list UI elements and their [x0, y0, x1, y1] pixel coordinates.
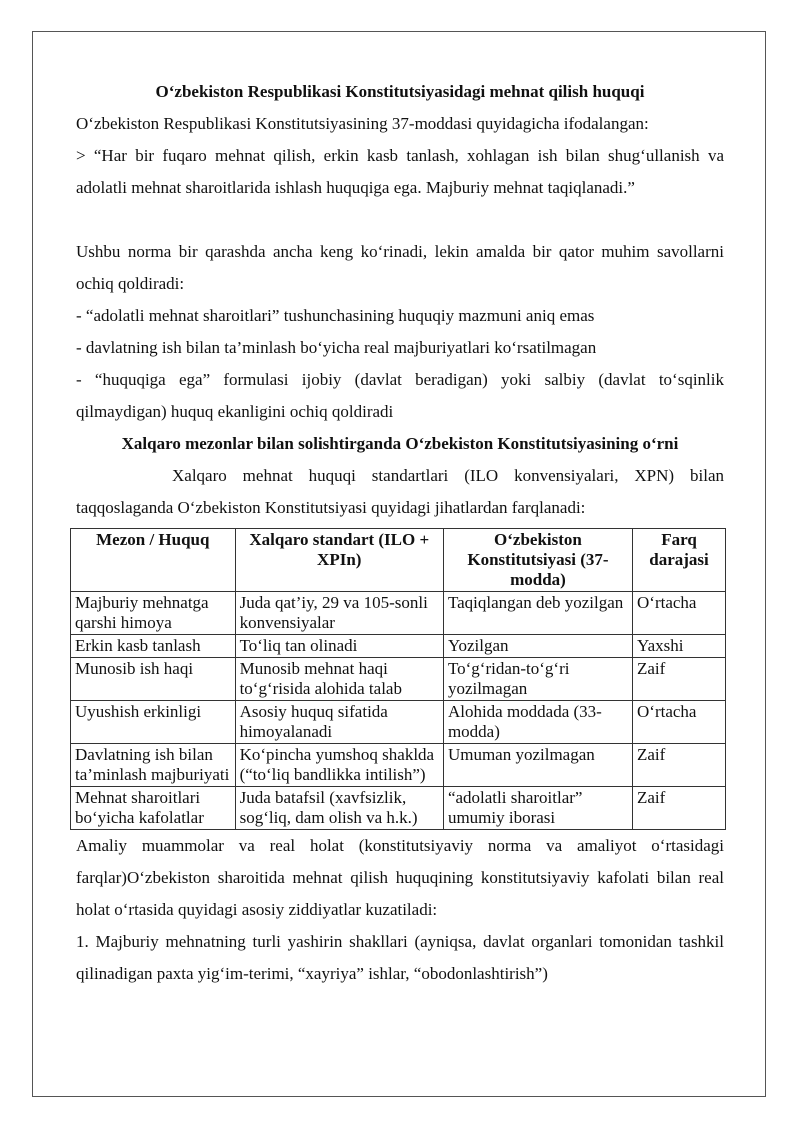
table-header-row — [71, 529, 726, 592]
table-cell: Juda qat’iy, 29 va 105-sonli konvensiyalar — [235, 592, 443, 635]
table-row — [71, 701, 726, 744]
document-body — [76, 76, 724, 990]
comparison-table — [70, 528, 726, 830]
table-cell: Uyushish erkinligi — [71, 701, 236, 744]
table-cell: To‘g‘ridan-to‘g‘ri yozilmagan — [443, 658, 632, 701]
table-cell: Davlatning ish bilan ta’minlash majburiyati — [71, 744, 236, 787]
table-row — [71, 635, 726, 658]
document-title: O‘zbekiston Respublikasi Konstitutsiyasidagi mehnat qilish huquqi — [155, 82, 645, 101]
table-cell: “adolatli sharoitlar” umumiy iborasi — [443, 787, 632, 830]
header-cell: Mezon / Huquq — [71, 529, 236, 592]
bullet-item: - davlatning ish bilan ta’minlash bo‘yicha real majburiyatlari ko‘rsatilmagan — [76, 338, 597, 357]
table-cell: Taqiqlangan deb yozilgan — [443, 592, 632, 635]
header-cell: Farq darajasi — [633, 529, 726, 592]
table-row — [71, 787, 726, 830]
paragraph-3: 1. Majburiy mehnatning turli yashirin shakllari (ayniqsa, davlat organlari tomonidan tashkil qilinadigan paxta yig‘im-terimi, “xayriya” ishlar, “obodonlashtirish”) — [76, 932, 724, 983]
header-cell: O‘zbekiston Konstitutsiyasi (37-modda) — [443, 529, 632, 592]
table-cell: O‘rtacha — [633, 592, 726, 635]
table-cell: Zaif — [633, 787, 726, 830]
table-row — [71, 658, 726, 701]
table-cell: Juda batafsil (xavfsizlik, sog‘liq, dam olish va h.k.) — [235, 787, 443, 830]
table-row — [71, 592, 726, 635]
bullet-item: - “adolatli mehnat sharoitlari” tushunchasining huquqiy mazmuni aniq emas — [76, 306, 595, 325]
table-cell: Yaxshi — [633, 635, 726, 658]
bullet-item: - “huquqiga ega” formulasi ijobiy (davlat beradigan) yoki salbiy (davlat to‘sqinlik qilmaydigan) huquq ekanligini ochiq qoldiradi — [76, 370, 724, 421]
table-cell: Mehnat sharoitlari bo‘yicha kafolatlar — [71, 787, 236, 830]
section-heading: Xalqaro mezonlar bilan solishtirganda O‘zbekiston Konstitutsiyasining o‘rni — [121, 434, 679, 453]
table-cell: Zaif — [633, 744, 726, 787]
table-cell: Erkin kasb tanlash — [71, 635, 236, 658]
paragraph-1: Ushbu norma bir qarashda ancha keng ko‘rinadi, lekin amalda bir qator muhim savollarni ochiq qoldiradi: — [76, 242, 724, 293]
header-cell: Xalqaro standart (ILO + XPIn) — [235, 529, 443, 592]
blank-line — [76, 204, 724, 236]
table-cell: Asosiy huquq sifatida himoyalanadi — [235, 701, 443, 744]
table-cell: O‘rtacha — [633, 701, 726, 744]
table-cell: Munosib ish haqi — [71, 658, 236, 701]
table-cell: Alohida moddada (33-modda) — [443, 701, 632, 744]
table-row — [71, 744, 726, 787]
table-cell: Munosib mehnat haqi to‘g‘risida alohida talab — [235, 658, 443, 701]
section-intro: Xalqaro mehnat huquqi standartlari (ILO konvensiyalari, XPN) bilan taqqoslaganda O‘zbekiston Konstitutsiyasi quyidagi jihatlardan farqlanadi: — [76, 466, 724, 517]
table-cell: Umuman yozilmagan — [443, 744, 632, 787]
table-cell: Ko‘pincha yumshoq shaklda (“to‘liq bandlikka intilish”) — [235, 744, 443, 787]
table-cell: Majburiy mehnatga qarshi himoya — [71, 592, 236, 635]
paragraph-2: Amaliy muammolar va real holat (konstitutsiyaviy norma va amaliyot o‘rtasidagi farqlar)O‘zbekiston sharoitida mehnat qilish huquqining konstitutsiyaviy kafolati bilan real holat o‘rtasida quyidagi asosiy ziddiyatlar kuzatiladi: — [76, 836, 724, 919]
table-cell: Zaif — [633, 658, 726, 701]
quote-paragraph: > “Har bir fuqaro mehnat qilish, erkin kasb tanlash, xohlagan ish bilan shug‘ullanish va adolatli mehnat sharoitlarida ishlash huquqiga ega. Majburiy mehnat taqiqlanadi.” — [76, 146, 724, 197]
table-cell: To‘liq tan olinadi — [235, 635, 443, 658]
intro-paragraph: O‘zbekiston Respublikasi Konstitutsiyasining 37-moddasi quyidagicha ifodalangan: — [76, 114, 649, 133]
table-cell: Yozilgan — [443, 635, 632, 658]
